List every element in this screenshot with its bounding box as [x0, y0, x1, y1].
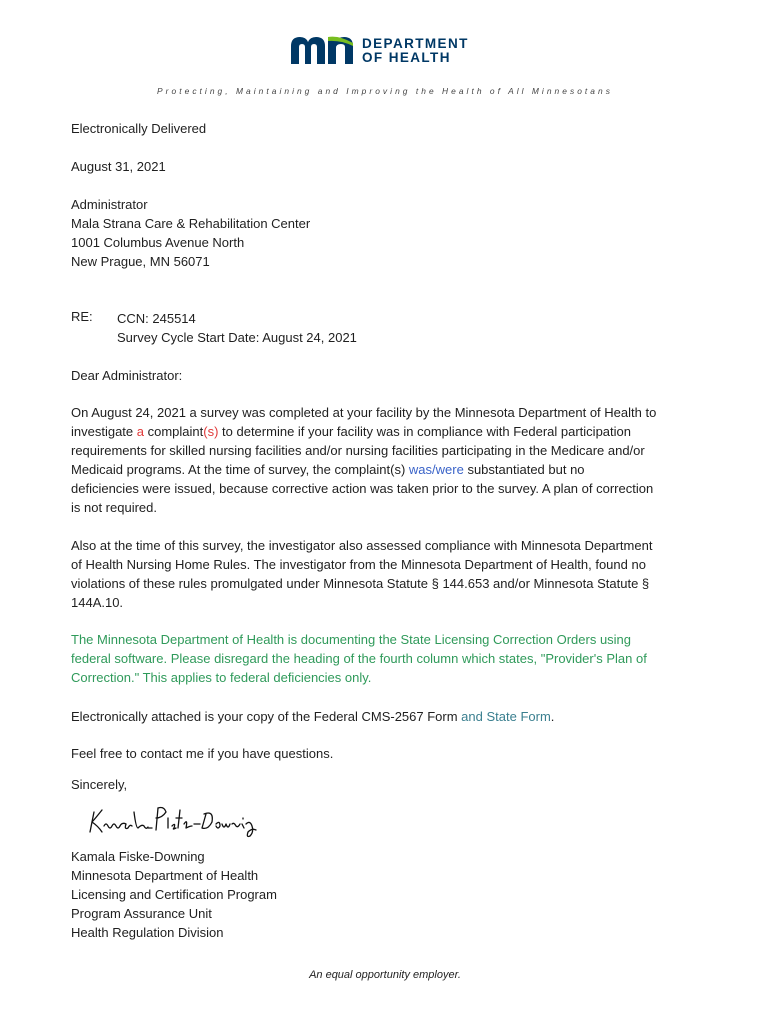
p4-b: and State Form	[461, 709, 551, 724]
closing	[71, 775, 711, 794]
logo-line-1: DEPARTMENT	[362, 36, 469, 51]
footer-eoe: An equal opportunity employer.	[309, 969, 461, 981]
p1-l4-b: was/were	[408, 462, 464, 477]
p1-line-1: On August 24, 2021 a survey was completed at your facility by the Minnesota Department of Health to	[71, 405, 657, 420]
logo-line-2: OF HEALTH	[362, 50, 451, 65]
letterhead	[0, 34, 770, 70]
signer-division: Health Regulation Division	[71, 925, 224, 940]
re-block	[117, 309, 357, 347]
recipient-street: 1001 Columbus Avenue North	[71, 235, 245, 250]
p3-line-1: The Minnesota Department of Health is documenting the State Licensing Correction Orders using	[71, 632, 632, 647]
tagline: Protecting, Maintaining and Improving the Health of All Minnesotans	[157, 86, 613, 96]
p1-l4-a: Medicaid programs. At the time of survey, the complaint(s)	[71, 462, 409, 477]
p2-line-3: violations of these rules promulgated under Minnesota Statute § 144.653 and/or Minnesota Statute §	[71, 576, 650, 591]
p1-l2-d: (s)	[203, 424, 219, 439]
p4-a: Electronically attached is your copy of the Federal CMS-2567 Form	[71, 709, 462, 724]
p4-c: .	[550, 709, 555, 724]
p1-line-2	[71, 422, 711, 441]
re-label: RE:	[71, 309, 93, 324]
p2-line-4: 144A.10.	[71, 595, 124, 610]
p1-line-5: deficiencies were issued, because corrective action was taken prior to the survey. A plan of correction	[71, 481, 654, 496]
recipient-facility: Mala Strana Care & Rehabilitation Center	[71, 216, 311, 231]
delivery-text: Electronically Delivered	[71, 121, 207, 136]
p2-line-2: of Health Nursing Home Rules. The investigator from the Minnesota Department of Health, found no	[71, 557, 646, 572]
handwritten-signature	[86, 800, 261, 840]
salutation-text: Dear Administrator:	[71, 368, 183, 383]
salutation	[71, 366, 711, 385]
recipient-title: Administrator	[71, 197, 148, 212]
p1-l2-b: a	[136, 424, 144, 439]
signer-block	[71, 847, 711, 942]
p1-l4-c: substantiated but no	[463, 462, 585, 477]
delivery-method	[71, 119, 711, 138]
p1-line-3: requirements for skilled nursing facilities and/or nursing facilities participating in the Medicare and/or	[71, 443, 645, 458]
re-ccn: CCN: 245514	[117, 311, 196, 326]
p1-line-6: is not required.	[71, 500, 157, 515]
p4-line	[71, 707, 711, 726]
signer-name: Kamala Fiske-Downing	[71, 849, 205, 864]
closing-text: Sincerely,	[71, 777, 128, 792]
logo-wordmark	[362, 37, 469, 65]
p3-line-3: Correction." This applies to federal deficiencies only.	[71, 670, 372, 685]
recipient-city: New Prague, MN 56071	[71, 254, 210, 269]
p1-l2-e: to determine if your facility was in compliance with Federal participation	[218, 424, 631, 439]
mn-logo-icon	[289, 34, 359, 64]
p1-line-4	[71, 460, 711, 479]
p2-line-1: Also at the time of this survey, the investigator also assessed compliance with Minnesota Department	[71, 538, 653, 553]
re-survey-date: Survey Cycle Start Date: August 24, 2021	[117, 330, 357, 345]
paragraph-contact	[71, 744, 711, 763]
date-text: August 31, 2021	[71, 159, 166, 174]
signer-program: Licensing and Certification Program	[71, 887, 277, 902]
p3-line-2: federal software. Please disregard the heading of the fourth column which states, "Provider's Plan of	[71, 651, 647, 666]
paragraph-state-rules	[71, 536, 711, 612]
signer-dept: Minnesota Department of Health	[71, 868, 259, 883]
paragraph-software-note	[71, 630, 711, 687]
recipient-address	[71, 195, 711, 271]
p5-text: Feel free to contact me if you have questions.	[71, 746, 334, 761]
letter-date	[71, 157, 711, 176]
p1-l2-a: investigate	[71, 424, 137, 439]
paragraph-attachments	[71, 707, 711, 726]
signer-unit: Program Assurance Unit	[71, 906, 212, 921]
paragraph-survey	[71, 403, 711, 517]
p1-l2-c: complaint	[144, 424, 204, 439]
